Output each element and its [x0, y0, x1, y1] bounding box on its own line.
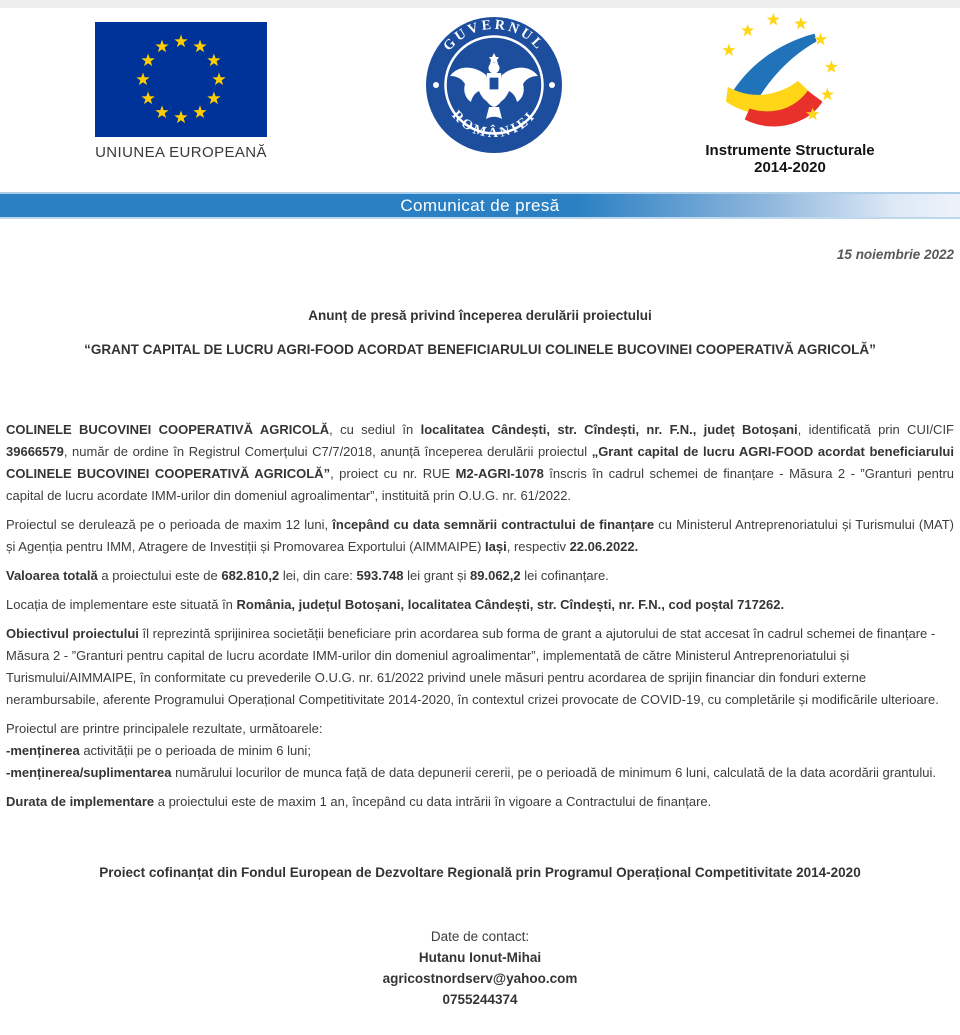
body-paragraph: -menținerea activității pe o perioada de minim 6 luni;	[6, 743, 311, 758]
body-paragraph: -menținerea/suplimentarea numărului locurilor de munca față de data depunerii cererii, pe o perioadă de minimum 6 luni, calculată de la data acordării grantului.	[6, 765, 936, 780]
instrumente-structurale-caption: Instrumente Structurale	[705, 142, 875, 159]
guvernul-romaniei-seal-icon	[424, 15, 564, 155]
seal-text-bottom: ROMÂNIEI	[448, 108, 540, 142]
contact-name: Hutanu Ionut-Mihai	[418, 950, 542, 965]
eu-flag-icon	[95, 22, 267, 137]
seal-text-top: GUVERNUL	[440, 17, 548, 55]
eu-flag-block	[95, 22, 267, 161]
body-paragraph: Obiectivul proiectului îl reprezintă sprijinirea societății beneficiare prin acordarea sub forma de grant a ajutorului de stat accesat în cadrul schemei de finanțare - Măsura 2 - ”Granturi pentru capital de lucru acordate IMM-urilor din domeniul agroalimentar”, implementată de către Ministerul Antreprenoriatului și Turismului/AIMMAIPE, în conformitate cu prevederile O.U.G. nr. 61/2022 privind unele măsuri pentru acordarea de sprijin financiar din fonduri externe nerambursabile, aferente Programului Operațional Competitivitate 2014-2020, în contextul crizei provocate de COVID-19, cu completările și modificările ulterioare.	[6, 626, 939, 707]
body-paragraph: Valoarea totală a proiectului este de 682.810,2 lei, din care: 593.748 lei grant și 89.062,2 lei cofinanțare.	[6, 568, 609, 583]
top-strip	[0, 0, 960, 8]
press-title-line1: Anunț de presă privind începerea derulării proiectului	[308, 308, 652, 323]
body-paragraph: Proiectul are printre principalele rezultate, următoarele:	[6, 721, 323, 736]
body-paragraphs	[0, 419, 960, 813]
instrumente-structurale-block	[690, 8, 890, 176]
body-paragraph: Durata de implementare a proiectului este de maxim 1 an, începând cu data intrării în vigoare a Contractului de finanțare.	[6, 794, 712, 809]
instrumente-structurale-icon	[695, 8, 885, 141]
date-line: 15 noiembrie 2022	[836, 247, 954, 262]
contact-phone: 0755244374	[442, 992, 518, 1007]
cofinance-line: Proiect cofinanțat din Fondul European de Dezvoltare Regională prin Programul Operațional Competitivitate 2014-2020	[99, 865, 861, 880]
body-paragraph: Locația de implementare este situată în România, județul Botoșani, localitatea Cândești, str. Cîndești, nr. F.N., cod poștal 717262.	[6, 597, 785, 612]
eu-flag-caption: UNIUNEA EUROPEANĂ	[95, 144, 267, 161]
contact-email: agricostnordserv@yahoo.com	[382, 971, 578, 986]
header-logos	[0, 8, 960, 185]
press-release-banner	[0, 192, 960, 219]
contact-block	[0, 926, 960, 1010]
press-title-line2: “GRANT CAPITAL DE LUCRU AGRI-FOOD ACORDAT BENEFICIARULUI COLINELE BUCOVINEI COOPERATIVĂ AGRICOLĂ”	[84, 342, 876, 357]
body-paragraph: COLINELE BUCOVINEI COOPERATIVĂ AGRICOLĂ, cu sediul în localitatea Cândești, str. Cîndești, nr. F.N., județ Botoșani, identificată prin CUI/CIF 39666579, număr de ordine în Registrul Comerțului C7/7/2018, anunță începerea derulării proiectul „Grant capital de lucru AGRI-FOOD acordat beneficiarului COLINELE BUCOVINEI COOPERATIVĂ AGRICOLĂ”, proiect cu nr. RUE M2-AGRI-1078 înscris în cadrul schemei de finanțare - Măsura 2 - ”Granturi pentru capital de lucru acordate IMM-urilor din domeniul agroalimentar”, instituită prin O.U.G. nr. 61/2022.	[6, 422, 955, 503]
body-paragraph: Proiectul se derulează pe o perioada de maxim 12 luni, începând cu data semnării contractului de finanțare cu Ministerul Antreprenoriatului și Turismului (MAT) și Agenția pentru IMM, Atragere de Investiții și Promovarea Exportului (AIMMAIPE) Iași, respectiv 22.06.2022.	[6, 517, 955, 554]
contact-heading: Date de contact:	[430, 929, 530, 944]
instrumente-structurale-years: 2014-2020	[754, 159, 826, 176]
banner-title: Comunicat de presă	[400, 195, 560, 215]
